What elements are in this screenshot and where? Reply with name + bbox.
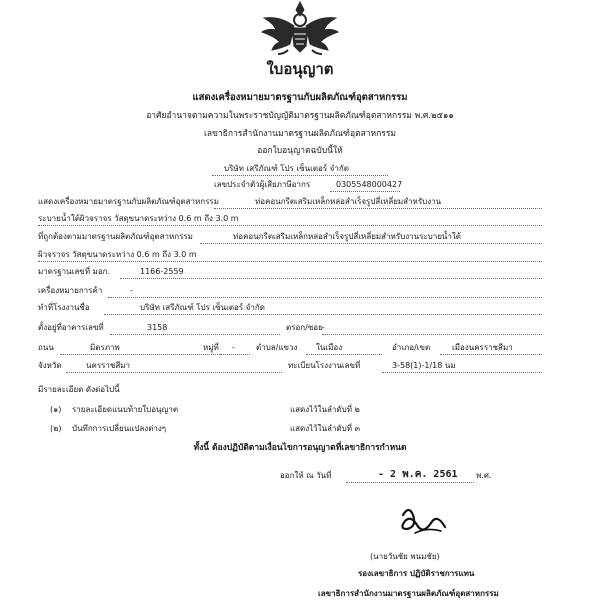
product-value-1: ท่อคอนกรีตเสริมเหล็กหล่อสำเร็จรูปสี่เหลี่ยมสำหรับงาน	[255, 197, 442, 206]
detail-item-1-number: (๑)	[50, 405, 62, 414]
detail-item-1-text: รายละเอียดแนบท้ายใบอนุญาต	[72, 405, 179, 414]
tax-id-value: 0305548000427	[336, 180, 403, 189]
garuda-emblem-icon	[258, 0, 342, 58]
standard-value-1: ท่อคอนกรีตเสริมเหล็กหล่อสำเร็จรูปสี่เหลี่ยมสำหรับงานระบายน้ำใต้	[233, 232, 461, 241]
moo-label: หมู่ที่	[203, 343, 219, 352]
condition-line: ทั้งนี้ ต้องปฏิบัติตามเงื่อนไขการอนุญาตที่เลขาธิการกำหนด	[193, 443, 407, 453]
trademark-label: เครื่องหมายการค้า	[38, 286, 103, 295]
issue-line: ออกใบอนุญาตฉบับนี้ให้	[257, 146, 343, 156]
product-label: แสดงเครื่องหมายมาตรฐานกับผลิตภัณฑ์อุตสาหกรรม	[38, 197, 219, 206]
signer-position: รองเลขาธิการ ปฏิบัติราชการแทน	[358, 569, 475, 578]
standard-value-2: ผิวจราจร วัสดุขนาดระหว่าง 0.6 m ถึง 3.0 m	[38, 250, 197, 259]
detail-item-2-text: บันทึกการเปลี่ยนแปลงต่างๆ	[72, 424, 167, 433]
detail-item-2-ref: แสดงไว้ในลำดับที่ ๓	[290, 424, 360, 433]
factory-name: บริษัท เสรีภัณฑ์ โปร เซ็นเตอร์ จำกัด	[140, 303, 265, 312]
issued-label: ออกให้ ณ วันที่	[280, 471, 332, 480]
document-subtitle: แสดงเครื่องหมายมาตรฐานกับผลิตภัณฑ์อุตสาหกรรม	[192, 92, 408, 103]
address-no-label: ตั้งอยู่ที่อาคารเลขที่	[38, 323, 104, 332]
factory-reg-label: ทะเบียนโรงงานเลขที่	[288, 361, 361, 370]
signer-office: เลขาธิการสำนักงานมาตรฐานผลิตภัณฑ์อุตสาหกรรม	[318, 589, 499, 598]
document-title: ใบอนุญาต	[266, 60, 334, 78]
product-value-2: ระบายน้ำใต้ผิวจราจร วัสดุขนาดระหว่าง 0.6 m ถึง 3.0 m	[38, 214, 239, 223]
alley-value: -	[322, 323, 325, 332]
province-label: จังหวัด	[38, 361, 62, 370]
alley-label: ตรอก/ซอย	[286, 323, 323, 332]
subdistrict-label: ตำบล/แขวง	[256, 343, 298, 352]
factory-name-label: ทำที่โรงงานชื่อ	[38, 303, 90, 312]
signer-name: (นายวันชัย พนมชัย)	[370, 552, 440, 561]
details-intro: มีรายละเอียด ดังต่อไปนี้	[38, 385, 120, 394]
address-no: 3158	[147, 323, 168, 332]
province-value: นครราชสีมา	[86, 361, 130, 370]
standard-number: 1166-2559	[140, 267, 184, 276]
factory-reg-no: 3-58(1)-1/18 นม	[392, 361, 456, 370]
signature-image	[395, 503, 455, 543]
road-value: มิตรภาพ	[90, 343, 120, 352]
moo-value: -	[232, 343, 235, 352]
standard-label: ที่ถูกต้องตามมาตรฐานผลิตภัณฑ์อุตสาหกรรม	[38, 232, 193, 241]
authority-line: อาศัยอำนาจตามความในพระราชบัญญัติมาตรฐานผลิตภัณฑ์อุตสาหกรรม พ.ศ.๒๕๑๑	[146, 111, 454, 121]
subdistrict-value: ในเมือง	[316, 343, 343, 352]
trademark-value: -	[130, 286, 133, 295]
district-label: อำเภอ/เขต	[392, 343, 431, 352]
office-line: เลขาธิการสำนักงานมาตรฐานผลิตภัณฑ์อุตสาหกรรม	[203, 129, 397, 139]
standard-number-label: มาตรฐานเลขที่ มอก.	[38, 267, 111, 276]
road-label: ถนน	[38, 343, 54, 352]
licensee-company: บริษัท เสรีภัณฑ์ โปร เซ็นเตอร์ จำกัด	[224, 164, 349, 173]
issued-year-suffix: พ.ศ.	[476, 471, 492, 480]
detail-item-2-number: (๒)	[50, 424, 62, 433]
detail-item-1-ref: แสดงไว้ในลำดับที่ ๒	[290, 405, 360, 414]
tax-id-label: เลขประจำตัวผู้เสียภาษีอากร	[214, 180, 311, 189]
issued-date: - 2 พ.ค. 2561	[378, 469, 458, 480]
district-value: เมืองนครราชสีมา	[452, 343, 513, 352]
